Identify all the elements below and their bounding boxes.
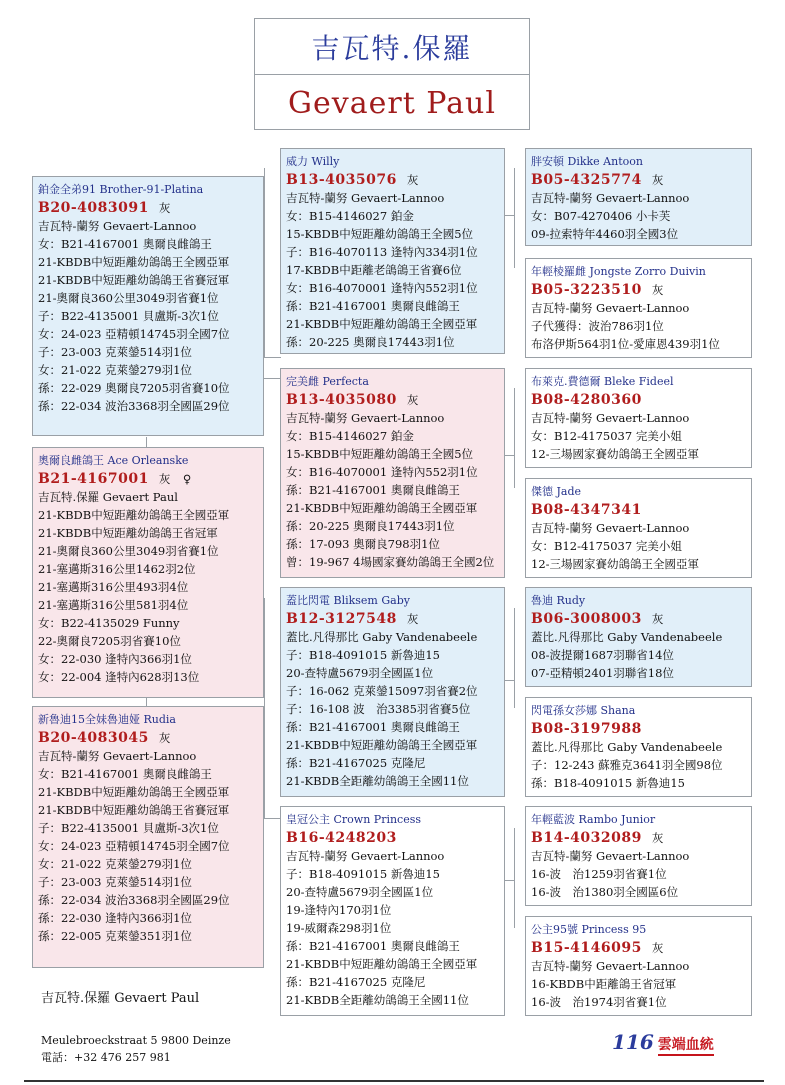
achievement-line: 20-查特盧5679羽全國區1位 (286, 885, 434, 899)
achievement-line: 21-奧爾良360公里3049羽省賽1位 (38, 291, 219, 305)
connector-line (264, 357, 281, 358)
ring-number: B15-4146095 灰 (531, 940, 664, 956)
achievement-line: 孫：20-225 奧爾良17443羽1位 (286, 335, 455, 349)
bird-name: 威力 Willy (286, 155, 340, 168)
achievement-line: 21-KBDB中短距離幼鴿鴿王全國亞軍 (38, 508, 230, 522)
bird-color: 灰 (406, 612, 419, 626)
connector-line (264, 598, 265, 818)
bird-achievements (531, 299, 746, 353)
connector-line (505, 455, 515, 456)
achievement-line: 吉瓦特-蘭努 Gevaert-Lannoo (38, 219, 197, 233)
achievement-line: 21-KBDB全距離幼鴿鴿王全國11位 (286, 993, 469, 1007)
achievement-line: 16-波 治1380羽全國區6位 (531, 885, 679, 899)
bird-achievements (531, 957, 746, 1011)
connector-line (514, 388, 515, 488)
bird-achievements (286, 628, 499, 790)
achievement-line: 21-KBDB中短距離幼鴿鴿王省賽冠軍 (38, 273, 230, 287)
ring-number: B12-3127548 灰 (286, 611, 419, 627)
connector-line (146, 698, 147, 706)
connector-line (514, 828, 515, 928)
achievement-line: 蓋比.凡得那比 Gaby Vandenabeele (531, 630, 723, 644)
ring-number: B05-3223510 灰 (531, 282, 664, 298)
bird-achievements (531, 628, 746, 682)
achievement-line: 女：B16-4070001 逢特內552羽1位 (286, 465, 478, 479)
achievement-line: 吉瓦特-蘭努 Gevaert-Lannoo (286, 849, 445, 863)
bird-color: 灰 ♀ (158, 472, 192, 486)
achievement-line: 女：22-004 逢特內628羽13位 (38, 670, 200, 684)
connector-line (505, 880, 515, 881)
bird-achievements (531, 519, 746, 573)
achievement-line: 12-三場國家賽幼鴿鴿王全國亞軍 (531, 557, 700, 571)
bird-name: 奧爾良雌鴿王 Ace Orleanske (38, 454, 189, 467)
achievement-line: 女：24-023 亞精頓14745羽全國7位 (38, 839, 230, 853)
achievement-line: 孫：B21-4167025 克隆尼 (286, 756, 426, 770)
ddd-card (525, 916, 752, 1016)
achievement-line: 子：B22-4135001 貝盧斯-3次1位 (38, 309, 219, 323)
ring-number: B14-4032089 灰 (531, 830, 664, 846)
bird-achievements (286, 189, 499, 351)
connector-line (264, 378, 281, 379)
sss-card (525, 148, 752, 246)
achievement-line: 子：B18-4091015 新魯迪15 (286, 648, 440, 662)
achievement-line: 21-奧爾良360公里3049羽省賽1位 (38, 544, 219, 558)
achievement-line: 女：B21-4167001 奧爾良雌鴿王 (38, 237, 212, 251)
bird-achievements (531, 847, 746, 901)
achievement-line: 09-拉索特年4460羽全國3位 (531, 227, 679, 241)
breeder-name-english: Gevaert Paul (288, 85, 496, 121)
achievement-line: 女：B07-4270406 小卡芙 (531, 209, 671, 223)
achievement-line: 07-亞精頓2401羽聯省18位 (531, 666, 674, 680)
achievement-line: 女：21-022 克萊鎣279羽1位 (38, 363, 192, 377)
bird-name: 胖安頓 Dikke Antoon (531, 155, 643, 168)
ring-number: B13-4035076 灰 (286, 172, 419, 188)
bird-achievements (531, 189, 746, 243)
connector-line (505, 680, 515, 681)
sds-card (525, 368, 752, 468)
achievement-line: 孫：B18-4091015 新魯迪15 (531, 776, 685, 790)
achievement-line: 子代獲得：波治786羽1位 (531, 319, 664, 333)
achievement-line: 21-KBDB中短距離幼鴿鴿王全國亞軍 (286, 501, 478, 515)
achievement-line: 曾：19-967 4場國家賽幼鴿鴿王全國2位 (286, 555, 495, 569)
achievement-line: 21-塞邁斯316公里493羽4位 (38, 580, 189, 594)
achievement-line: 孫：17-093 奧爾良798羽1位 (286, 537, 440, 551)
bird-color: 灰 (651, 941, 664, 955)
achievement-line: 孫：B21-4167001 奧爾良雌鴿王 (286, 299, 460, 313)
owner-name: 吉瓦特.保羅 Gevaert Paul (41, 991, 200, 1006)
achievement-line: 15-KBDB中短距離幼鴿鴿王全國5位 (286, 447, 474, 461)
achievement-line: 吉瓦特-蘭努 Gevaert-Lannoo (531, 959, 690, 973)
achievement-line: 19-威爾森298羽1位 (286, 921, 392, 935)
bird-name: 年輕藍波 Rambo Junior (531, 813, 656, 826)
bird-color: 灰 (651, 831, 664, 845)
achievement-line: 21-KBDB中短距離幼鴿鴿王省賽冠軍 (38, 803, 230, 817)
achievement-line: 孫：20-225 奧爾良17443羽1位 (286, 519, 455, 533)
connector-line (505, 215, 515, 216)
achievement-line: 孫：22-034 波治3368羽全國區29位 (38, 399, 230, 413)
ring-number: B06-3008003 灰 (531, 611, 664, 627)
achievement-line: 21-KBDB中短距離幼鴿鴿王全國亞軍 (286, 957, 478, 971)
connector-line (146, 437, 147, 447)
achievement-line: 孫：B21-4167001 奧爾良雌鴿王 (286, 939, 460, 953)
achievement-line: 21-KBDB中短距離幼鴿鴿王全國亞軍 (38, 785, 230, 799)
site-logo (612, 1030, 714, 1056)
achievement-line: 16-KBDB中距離鴿王省冠軍 (531, 977, 677, 991)
ring-number: B08-4347341 (531, 502, 642, 518)
achievement-line: 子：16-062 克萊鎣15097羽省賽2位 (286, 684, 478, 698)
achievement-line: 孫：22-034 波治3368羽全國區29位 (38, 893, 230, 907)
pedigree-header (254, 18, 530, 130)
achievement-line: 女：B21-4167001 奧爾良雌鴿王 (38, 767, 212, 781)
ring-number: B20-4083045 灰 (38, 730, 171, 746)
achievement-line: 孫：B21-4167001 奧爾良雌鴿王 (286, 483, 460, 497)
achievement-line: 吉瓦特.保羅 Gevaert Paul (38, 490, 178, 504)
ssd-card (525, 258, 752, 358)
bird-name: 年輕棱羅雌 Jongste Zorro Duivin (531, 265, 706, 278)
connector-line (264, 818, 281, 819)
bird-color: 灰 (651, 612, 664, 626)
achievement-line: 吉瓦特-蘭努 Gevaert-Lannoo (286, 191, 445, 205)
footer-divider (24, 1080, 764, 1082)
bird-name: 閃電孫女莎娜 Shana (531, 704, 636, 717)
achievement-line: 吉瓦特-蘭努 Gevaert-Lannoo (38, 749, 197, 763)
achievement-line: 21-KBDB全距離幼鴿鴿王全國11位 (286, 774, 469, 788)
owner-phone: 電話：+32 476 257 981 (41, 1051, 171, 1064)
sire-sire-card (280, 148, 505, 354)
achievement-line: 12-三場國家賽幼鴿鴿王全國亞軍 (531, 447, 700, 461)
achievement-line: 孫：22-030 逢特內366羽1位 (38, 911, 192, 925)
bird-name: 傑德 Jade (531, 485, 582, 498)
achievement-line: 19-逢特內170羽1位 (286, 903, 392, 917)
bird-achievements (38, 217, 258, 415)
achievement-line: 08-波提爾1687羽聯省14位 (531, 648, 674, 662)
achievement-line: 16-波 治1259羽省賽1位 (531, 867, 667, 881)
achievement-line: 子：12-243 蘇雅克3641羽全國98位 (531, 758, 723, 772)
connector-line (264, 168, 265, 358)
breeder-name-chinese: 吉瓦特.保羅 (255, 19, 529, 75)
bird-color: 灰 (651, 173, 664, 187)
achievement-line: 孫：22-005 克萊鎣351羽1位 (38, 929, 192, 943)
achievement-line: 16-波 治1974羽省賽1位 (531, 995, 667, 1009)
logo-number: 116 (612, 1030, 654, 1054)
dam-sire-card (280, 587, 505, 797)
dss-card (525, 587, 752, 687)
achievement-line: 吉瓦特-蘭努 Gevaert-Lannoo (531, 301, 690, 315)
ring-number: B21-4167001 灰 ♀ (38, 471, 192, 487)
ring-number: B20-4083091 灰 (38, 200, 171, 216)
bird-achievements (286, 409, 499, 571)
achievement-line: 布洛伊斯564羽1位-愛庫恩439羽1位 (531, 337, 720, 351)
achievement-line: 孫：B21-4167025 克隆尼 (286, 975, 426, 989)
bird-name: 魯迪 Rudy (531, 594, 586, 607)
sdd-card (525, 478, 752, 578)
bird-name: 完美雌 Perfecta (286, 375, 369, 388)
achievement-line: 女：B12-4175037 完美小姐 (531, 539, 682, 553)
achievement-line: 15-KBDB中短距離幼鴿鴿王全國5位 (286, 227, 474, 241)
achievement-line: 女：B16-4070001 逢特內552羽1位 (286, 281, 478, 295)
achievement-line: 女：B22-4135029 Funny (38, 616, 180, 630)
dam-dam-card (280, 806, 505, 1016)
achievement-line: 20-查特盧5679羽全國區1位 (286, 666, 434, 680)
bird-name: 蓋比閃電 Bliksem Gaby (286, 594, 410, 607)
achievement-line: 22-奧爾良7205羽省賽10位 (38, 634, 181, 648)
achievement-line: 孫：22-029 奧爾良7205羽省賽10位 (38, 381, 230, 395)
achievement-line: 子：B22-4135001 貝盧斯-3次1位 (38, 821, 219, 835)
achievement-line: 21-KBDB中短距離幼鴿鴿王全國亞軍 (286, 317, 478, 331)
bird-name: 鉑金全弟91 Brother-91-Platina (38, 183, 204, 196)
achievement-line: 吉瓦特-蘭努 Gevaert-Lannoo (531, 191, 690, 205)
achievement-line: 女：B12-4175037 完美小姐 (531, 429, 682, 443)
achievement-line: 蓋比.凡得那比 Gaby Vandenabeele (531, 740, 723, 754)
sire-dam-card (280, 368, 505, 578)
achievement-line: 女：24-023 亞精頓14745羽全國7位 (38, 327, 230, 341)
achievement-line: 女：B15-4146027 鉑金 (286, 209, 414, 223)
owner-contact (41, 1032, 231, 1066)
ring-number: B13-4035080 灰 (286, 392, 419, 408)
bird-achievements (531, 409, 746, 463)
achievement-line: 女：B15-4146027 鉑金 (286, 429, 414, 443)
bird-color: 灰 (158, 731, 171, 745)
ring-number: B16-4248203 (286, 830, 397, 846)
achievement-line: 吉瓦特-蘭努 Gevaert-Lannoo (531, 521, 690, 535)
achievement-line: 子：23-003 克萊鎣514羽1位 (38, 345, 192, 359)
achievement-line: 21-塞邁斯316公里581羽4位 (38, 598, 189, 612)
achievement-line: 21-KBDB中短距離幼鴿鴿王全國亞軍 (286, 738, 478, 752)
achievement-line: 吉瓦特-蘭努 Gevaert-Lannoo (286, 411, 445, 425)
ring-number: B05-4325774 灰 (531, 172, 664, 188)
ring-number: B08-4280360 (531, 392, 642, 408)
achievement-line: 子：16-108 波 治3385羽省賽5位 (286, 702, 471, 716)
achievement-line: 吉瓦特-蘭努 Gevaert-Lannoo (531, 849, 690, 863)
achievement-line: 吉瓦特-蘭努 Gevaert-Lannoo (531, 411, 690, 425)
bird-color: 灰 (406, 393, 419, 407)
achievement-line: 子：23-003 克萊鎣514羽1位 (38, 875, 192, 889)
bird-achievements (531, 738, 746, 792)
bird-achievements (38, 488, 258, 686)
bird-achievements (38, 747, 258, 945)
achievement-line: 21-KBDB中短距離幼鴿鴿王全國亞軍 (38, 255, 230, 269)
bird-name: 新魯迪15全妹魯迪娅 Rudia (38, 713, 176, 726)
achievement-line: 孫：B21-4167001 奧爾良雌鴿王 (286, 720, 460, 734)
bird-name: 公主95號 Princess 95 (531, 923, 647, 936)
bird-color: 灰 (651, 283, 664, 297)
owner-address: Meulebroeckstraat 5 9800 Deinze (41, 1034, 231, 1047)
achievement-line: 17-KBDB中距離老鴿鴿王省賽6位 (286, 263, 462, 277)
achievement-line: 子：B18-4091015 新魯迪15 (286, 867, 440, 881)
bird-name: 皇冠公主 Crown Princess (286, 813, 422, 826)
achievement-line: 女：22-030 逢特內366羽1位 (38, 652, 192, 666)
achievement-line: 子：B16-4070113 逢特內334羽1位 (286, 245, 478, 259)
dsd-card (525, 697, 752, 797)
connector-line (514, 608, 515, 708)
logo-text: 雲端血統 (658, 1034, 714, 1056)
bird-name: 布萊克.費德爾 Bleke Fideel (531, 375, 674, 388)
bird-achievements (286, 847, 499, 1009)
dam-card (32, 447, 264, 698)
achievement-line: 女：21-022 克萊鎣279羽1位 (38, 857, 192, 871)
bird-color: 灰 (158, 201, 171, 215)
dds-card (525, 806, 752, 906)
sibling-card (32, 706, 264, 968)
achievement-line: 21-塞邁斯316公里1462羽2位 (38, 562, 196, 576)
ring-number: B08-3197988 (531, 721, 642, 737)
bird-color: 灰 (406, 173, 419, 187)
achievement-line: 蓋比.凡得那比 Gaby Vandenabeele (286, 630, 478, 644)
achievement-line: 21-KBDB中短距離幼鴿鴿王省冠軍 (38, 526, 218, 540)
connector-line (514, 168, 515, 268)
sire-card (32, 176, 264, 436)
